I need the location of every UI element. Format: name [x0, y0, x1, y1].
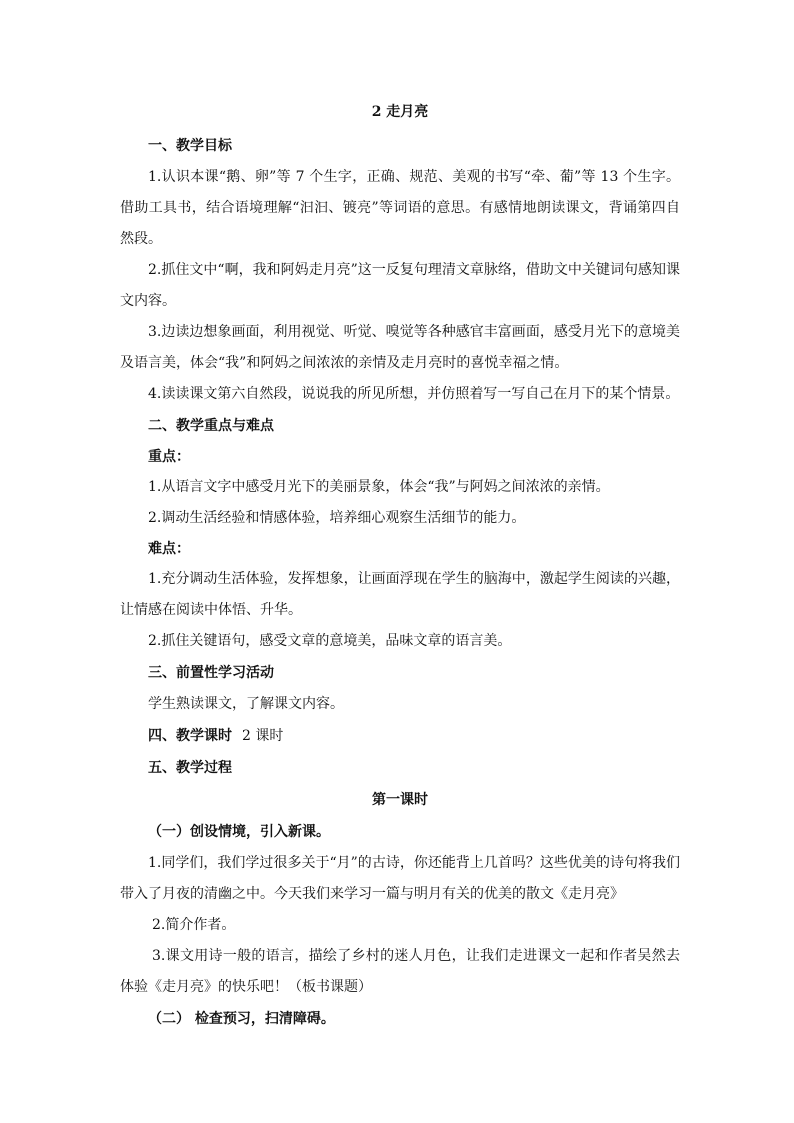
goal-paragraph: 3.边读边想象画面，利用视觉、听觉、嗅觉等各种感官丰富画面，感受月光下的意境美及语言美，体会“我”和阿妈之间浓浓的亲情及走月亮时的喜悦幸福之情。 [120, 324, 680, 371]
lesson-title: 第一课时 [372, 792, 428, 808]
step-item-paragraph: 3.课文用诗一般的语言，描绘了乡村的迷人月色，让我们走进课文一起和作者吴然去体验《走月亮》的快乐吧！（板书课题） [120, 948, 680, 995]
goal-paragraph: 4.读读课文第六自然段，说说我的所见所想，并仿照着写一写自己在月下的某个情景。 [148, 386, 680, 402]
step-heading: （二） 检查预习，扫清障碍。 [148, 1011, 335, 1027]
prestudy-paragraph: 学生熟读课文，了解课文内容。 [148, 696, 344, 712]
section-heading-goals: 一、教学目标 [148, 138, 232, 154]
step-item-paragraph: 2.简介作者。 [152, 917, 236, 933]
document-title: 2 走月亮 [371, 104, 429, 120]
section-heading-process: 五、教学过程 [148, 760, 232, 776]
section-heading-periods [120, 720, 680, 752]
step-heading: （一）创设情境，引入新课。 [148, 824, 330, 840]
key-point-paragraph: 2.调动生活经验和情感体验，培养细心观察生活细节的能力。 [148, 510, 526, 526]
goal-paragraph: 2.抓住文中“啊，我和阿妈走月亮”这一反复句理清文章脉络，借助文中关键词句感知课文内容。 [120, 262, 680, 309]
goal-paragraph: 1.认识本课“鹅、卵”等 7 个生字，正确、规范、美观的书写“牵、葡”等 13 个生字。借助工具书，结合语境理解“汩汩、镀亮”等词语的意思。有感情地朗读课文，背诵第四自然段。 [120, 169, 680, 247]
step-item-paragraph: 1.同学们，我们学过很多关于“月”的古诗，你还能背上几首吗？这些优美的诗句将我们带入了月夜的清幽之中。今天我们来学习一篇与明月有关的优美的散文《走月亮》 [120, 855, 680, 902]
difficult-point-paragraph: 1.充分调动生活体验，发挥想象，让画面浮现在学生的脑海中，激起学生阅读的兴趣，让情感在阅读中体悟、升华。 [120, 571, 680, 618]
key-point-paragraph: 1.从语言文字中感受月光下的美丽景象，体会“我”与阿妈之间浓浓的亲情。 [148, 479, 610, 495]
periods-value: 2 课时 [242, 728, 284, 744]
document-content [120, 100, 680, 1035]
difficult-points-label: 难点： [148, 541, 190, 557]
key-points-label: 重点： [148, 449, 190, 465]
section-heading-prestudy: 三、前置性学习活动 [148, 665, 274, 681]
section-heading-key-difficult: 二、教学重点与难点 [148, 418, 274, 434]
difficult-point-paragraph: 2.抓住关键语句，感受文章的意境美，品味文章的语言美。 [148, 633, 512, 649]
periods-heading-label: 四、教学课时 [148, 728, 232, 744]
